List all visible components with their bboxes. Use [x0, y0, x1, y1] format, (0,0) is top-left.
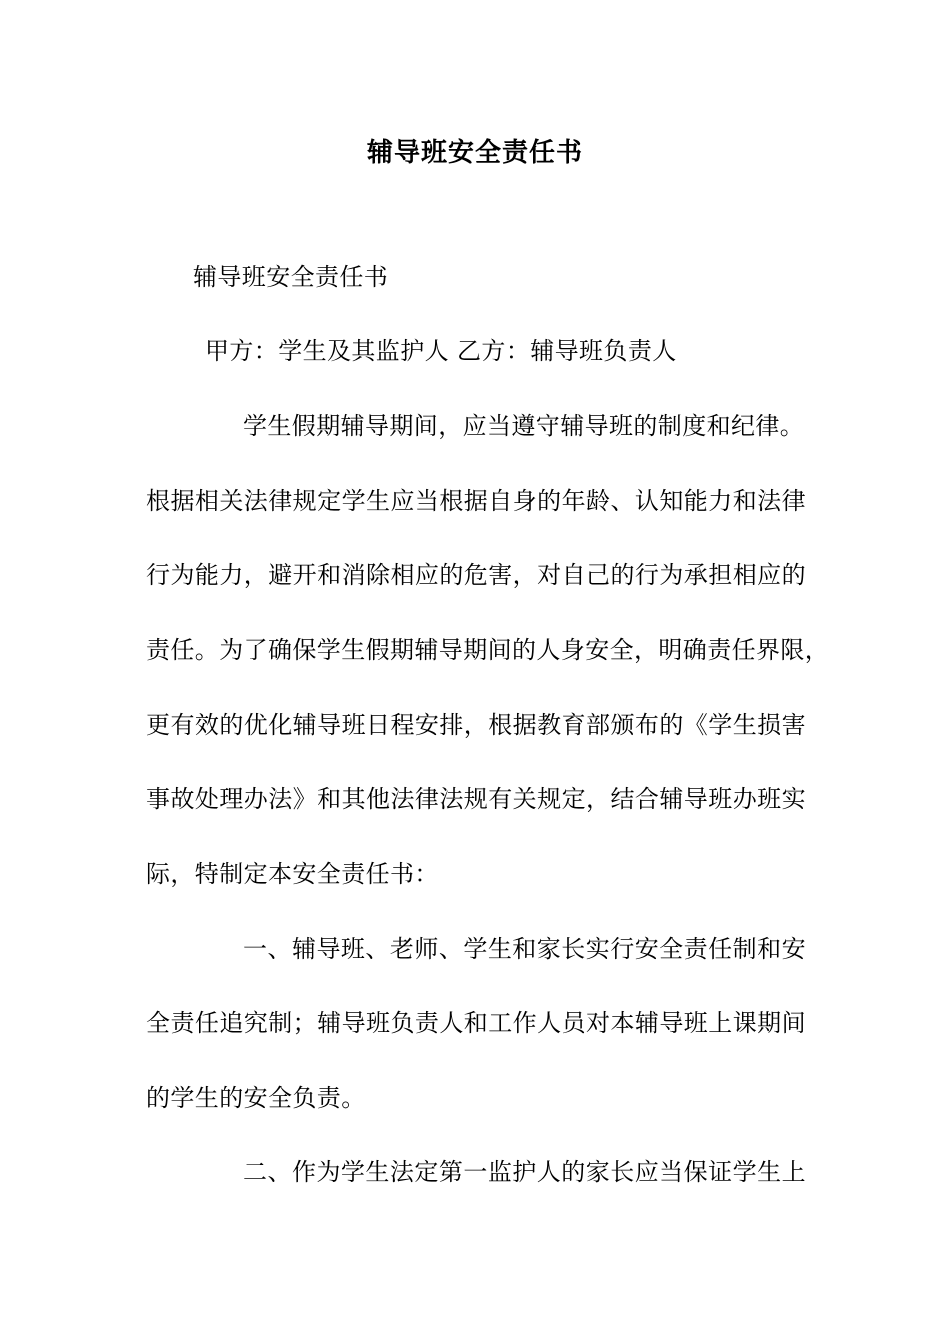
paragraph-line: 的学生的安全负责。	[146, 1084, 366, 1112]
paragraph-line: 更有效的优化辅导班日程安排，根据教育部颁布的《学生损害	[146, 711, 806, 739]
paragraph-line: 际，特制定本安全责任书：	[146, 860, 439, 888]
subtitle-line: 辅导班安全责任书	[193, 263, 389, 291]
paragraph-line: 一、辅导班、老师、学生和家长实行安全责任制和安	[243, 935, 806, 963]
paragraph-line: 行为能力，避开和消除相应的危害，对自己的行为承担相应的	[146, 561, 806, 589]
paragraph-line: 事故处理办法》和其他法律法规有关规定，结合辅导班办班实	[146, 785, 806, 813]
paragraph-line: 根据相关法律规定学生应当根据自身的年龄、认知能力和法律	[146, 487, 806, 515]
paragraph-line: 二、作为学生法定第一监护人的家长应当保证学生上	[243, 1158, 806, 1186]
paragraph-line: 全责任追究制；辅导班负责人和工作人员对本辅导班上课期间	[146, 1009, 806, 1037]
document-title: 辅导班安全责任书	[366, 138, 583, 168]
paragraph-line: 学生假期辅导期间，应当遵守辅导班的制度和纪律。	[243, 412, 805, 440]
parties-line: 甲方：学生及其监护人 乙方：辅导班负责人	[205, 337, 677, 365]
paragraph-line: 责任。为了确保学生假期辅导期间的人身安全，明确责任界限，	[146, 636, 830, 664]
